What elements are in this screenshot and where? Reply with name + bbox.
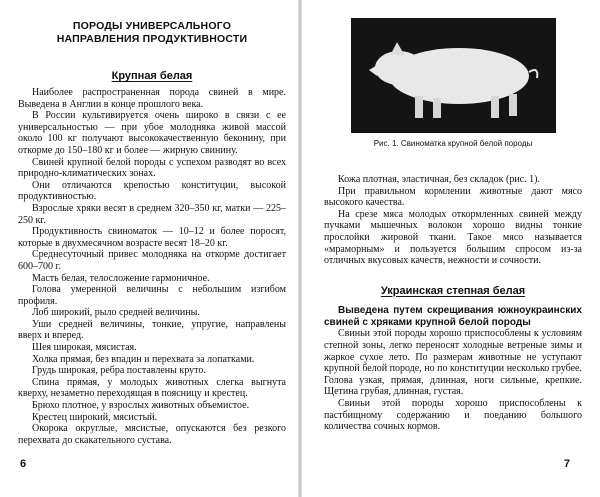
chapter-title — [18, 20, 286, 46]
paragraph: Брюхо плотное, у взрослых животных объемистое. — [32, 400, 250, 412]
paragraph: Свиней крупной белой породы с успехом разводят во всех природно-климатических зонах. — [18, 156, 286, 180]
chapter-title-line2: НАПРАВЛЕНИЯ ПРОДУКТИВНОСТИ — [56, 33, 248, 45]
paragraph: Холка прямая, без впадин и перехвата за лопатками. — [32, 353, 255, 365]
paragraph: При правильном кормлении животные дают мясо высокого качества. — [324, 185, 582, 209]
paragraph: Крестец широкий, мясистый. — [32, 411, 158, 423]
paragraph: Среднесуточный привес молодняка на откорме достигает 600–700 г. — [18, 249, 286, 272]
paragraph: Продуктивность свиноматок — 10–12 и более поросят, которые в двухмесячном возрасте весят 18–20 кг. — [18, 226, 286, 249]
paragraph: Спина прямая, у молодых животных слегка выгнута кверху, незаметно переходящая в поясницу и крестец. — [18, 376, 286, 400]
breed-origin-subtitle: Выведена путем скрещивания южноукраинских свиней с хряками крупной белой породы — [324, 304, 582, 328]
pig-illustration — [351, 18, 556, 133]
right-page — [300, 0, 600, 497]
paragraph: Кожа плотная, эластичная, без складок (рис. 1). — [338, 174, 540, 185]
paragraph: Свиньи этой породы хорошо приспособлены к условиям степной зоны, легко переносят холодные ветреные зимы и жаркое сухое лето. По размерам животные не уступают крупной белой породе, но по конституции несколько грубее. Голова узкая, прямая, длинная, ноги сильные, крепкие. Щетина грубая, длинная, густая. — [324, 328, 582, 398]
chapter-title-line1: ПОРОДЫ УНИВЕРСАЛЬНОГО — [72, 20, 232, 32]
paragraph: Масть белая, телосложение гармоничное. — [32, 272, 210, 284]
paragraph: В России культивируется очень широко в связи с ее универсальностью — при убое молодняка живой массой около 100 кг получают высококачественную беконину, при откорме до 150–180 кг и более — жирную свинину. — [18, 110, 286, 156]
section-title-large-white: Крупная белая — [111, 70, 193, 82]
paragraph: Грудь широкая, ребра поставлены круто. — [32, 365, 206, 377]
section-title-ukrainian-steppe-white: Украинская степная белая — [380, 284, 526, 297]
paragraph: Голова умеренной величины с небольшим изгибом профиля. — [18, 284, 286, 307]
paragraph: Они отличаются крепостью конституции, высокой продуктивностью. — [18, 179, 286, 203]
page-number-left: 6 — [20, 458, 27, 470]
photo-caption: Рис. 1. Свиноматка крупной белой породы — [373, 139, 533, 148]
sow-photo — [351, 18, 556, 133]
paragraph: На срезе мяса молодых откормленных свиней между пучками мышечных волокон хорошо видны тонкие прослойки жировой ткани. Такое мясо называется «мраморным» и пользуется большим спросом из-за отличных вкусовых качеств, нежности и сочности. — [324, 208, 582, 267]
page-number-right: 7 — [563, 458, 570, 470]
paragraph: Наиболее распространенная порода свиней в мире. Выведена в Англии в конце прошлого века. — [18, 87, 286, 110]
paragraph: Свиньи этой породы хорошо приспособлены к пастбищному содержанию и поеданию большого количества сочных кормов. — [324, 397, 582, 433]
paragraph: Шея широкая, мясистая. — [32, 342, 137, 354]
paragraph: Лоб широкий, рыло средней величины. — [32, 307, 200, 319]
paragraph: Взрослые хряки весят в среднем 320–350 кг, матки — 225–250 кг. — [18, 202, 286, 226]
paragraph: Уши средней величины, тонкие, упругие, направлены вверх и вперед. — [18, 318, 286, 342]
paragraph: Окорока округлые, мясистые, опускаются без резкого перехвата до скакательного сустава. — [18, 423, 286, 446]
